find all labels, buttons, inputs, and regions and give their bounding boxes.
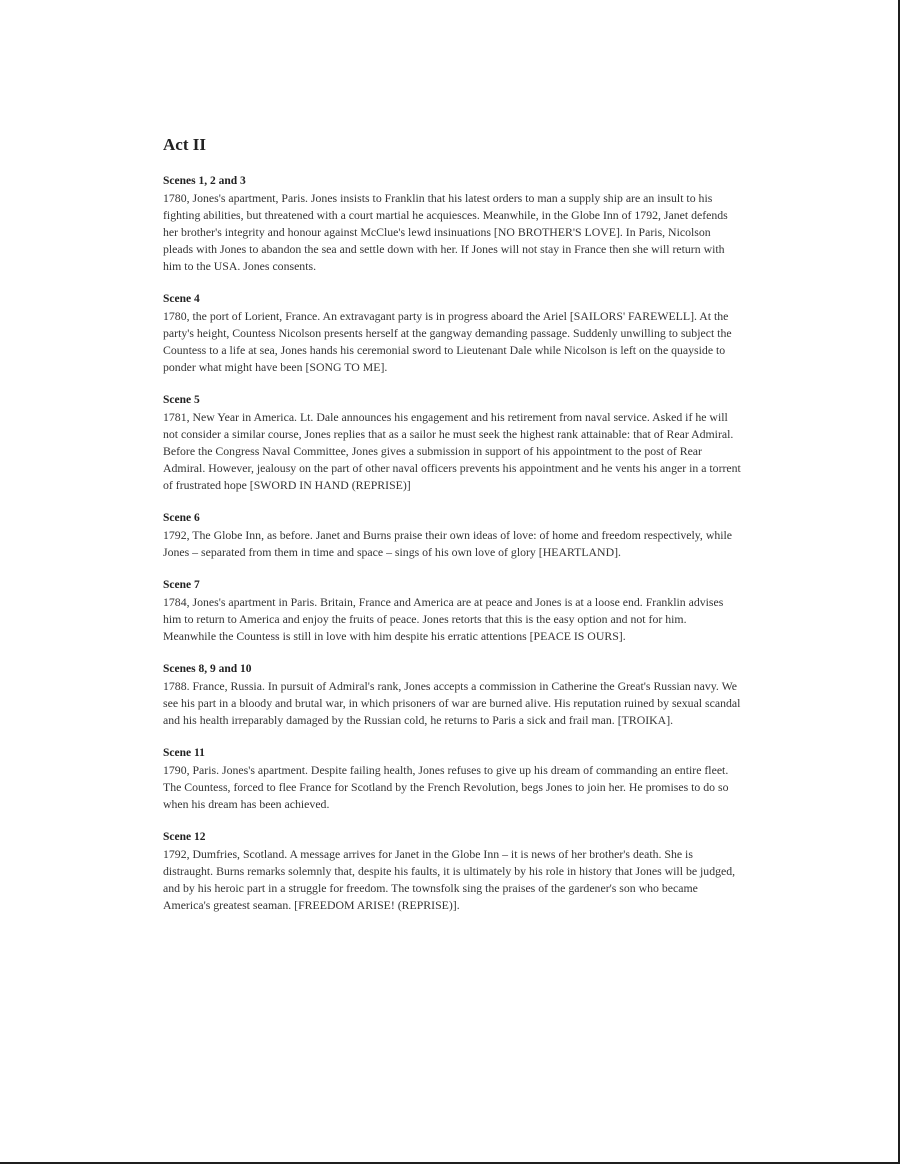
synopsis-content	[163, 134, 741, 930]
scene-heading: Scene 5	[163, 394, 200, 406]
scene-text: 1781, New Year in America. Lt. Dale announces his engagement and his retirement from naval service. Asked if he will not consider a similar course, Jones replies that as a sailor he must seek the highest rank attainable: that of Rear Admiral. Before the Congress Naval Committee, Jones gives a submission in support of his appointment to the post of Rear Admiral. However, jealousy on the part of other naval officers prevents his appointment and he vents his anger in a torrent of frustrated hope [SWORD IN HAND (REPRISE)]	[163, 410, 741, 492]
scene-text: 1780, the port of Lorient, France. An extravagant party is in progress aboard the Ariel [SAILORS' FAREWELL]. At the party's height, Countess Nicolson presents herself at the gangway demanding passage. Suddenly unwilling to subject the Countess to a life at sea, Jones hands his ceremonial sword to Lieutenant Dale while Nicolson is left on the quayside to ponder what might have been [SONG TO ME].	[163, 309, 732, 374]
scene-block-7	[163, 577, 741, 645]
scene-heading: Scene 6	[163, 512, 200, 524]
scene-block-8-9-10	[163, 661, 741, 729]
scene-text: 1780, Jones's apartment, Paris. Jones insists to Franklin that his latest orders to man a supply ship are an insult to his fighting abilities, but threatened with a court martial he acquiesces. Meanwhile, in the Globe Inn of 1792, Janet defends her brother's integrity and honour against McClue's lewd insinuations [NO BROTHER'S LOVE]. In Paris, Nicolson pleads with Jones to abandon the sea and settle down with her. If Jones will not stay in France then she will return with him to the USA. Jones consents.	[163, 191, 728, 273]
scene-text: 1784, Jones's apartment in Paris. Britain, France and America are at peace and Jones is at a loose end. Franklin advises him to return to America and enjoy the fruits of peace. Jones retorts that this is the easy option and not for him. Meanwhile the Countess is still in love with him despite his erratic attentions [PEACE IS OURS].	[163, 595, 724, 643]
scene-text: 1792, The Globe Inn, as before. Janet and Burns praise their own ideas of love: of home and freedom respectively, while Jones – separated from them in time and space – sings of his own love of glory [HEARTLAND].	[163, 528, 733, 559]
scene-text: 1790, Paris. Jones's apartment. Despite failing health, Jones refuses to give up his dream of commanding an entire fleet. The Countess, forced to flee France for Scotland by the French Revolution, begs Jones to join her. He promises to do so when his dream has been achieved.	[163, 763, 729, 811]
scene-block-6	[163, 510, 741, 561]
scene-heading: Scenes 1, 2 and 3	[163, 175, 246, 187]
scene-heading: Scene 12	[163, 831, 206, 843]
scene-heading: Scenes 8, 9 and 10	[163, 663, 252, 675]
scene-block-11	[163, 745, 741, 813]
scene-block-4	[163, 291, 741, 376]
scene-block-12	[163, 829, 741, 914]
scene-text: 1792, Dumfries, Scotland. A message arrives for Janet in the Globe Inn – it is news of her brother's death. She is distraught. Burns remarks solemnly that, despite his faults, it is ultimately by his role in history that Jones will be judged, and by his heroic part in a struggle for freedom. The townsfolk sing the praises of the gardener's son who became America's greatest seaman. [FREEDOM ARISE! (REPRISE)].	[163, 847, 736, 912]
scene-heading: Scene 7	[163, 579, 200, 591]
scene-block-5	[163, 392, 741, 494]
scene-heading: Scene 4	[163, 293, 200, 305]
scene-heading: Scene 11	[163, 747, 205, 759]
scene-text: 1788. France, Russia. In pursuit of Admiral's rank, Jones accepts a commission in Catherine the Great's Russian navy. We see his part in a bloody and brutal war, in which prisoners of war are burned alive. His reputation ruined by sexual scandal and his health irreparably damaged by the Russian cold, he returns to Paris a sick and frail man. [TROIKA].	[163, 679, 741, 727]
scene-block-1-2-3	[163, 173, 741, 275]
act-title: Act II	[163, 135, 206, 154]
